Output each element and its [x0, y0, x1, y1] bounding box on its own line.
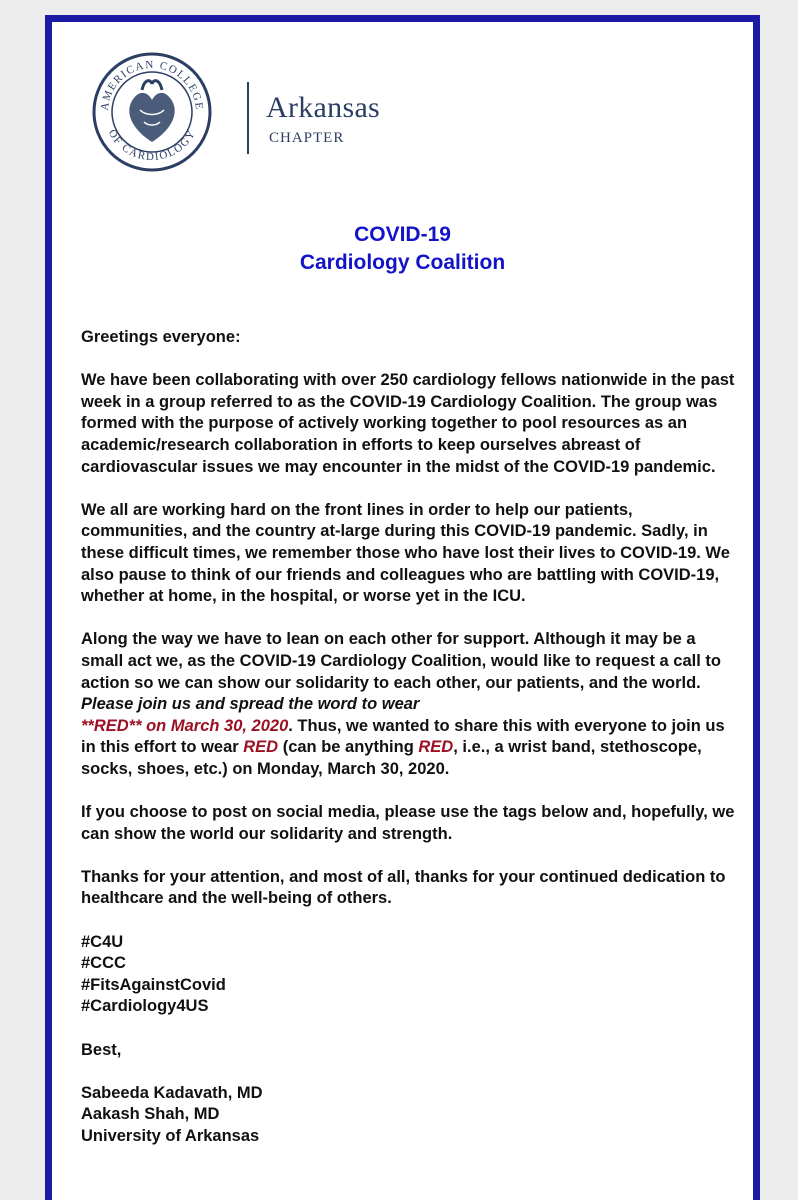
p3-text-c: (can be anything — [278, 738, 419, 757]
closing: Best, — [81, 1040, 122, 1059]
hashtag: #Cardiology4US — [81, 997, 209, 1016]
logo-name: Arkansas — [266, 91, 381, 124]
title-line-1: COVID-19 — [354, 223, 451, 246]
paragraph-4: If you choose to post on social media, please use the tags below and, hopefully, we can show the world our solidarity and strength. — [81, 803, 735, 843]
signature-name: Aakash Shah, MD — [81, 1105, 220, 1124]
paragraph-1: We have been collaborating with over 250 cardiology fellows nationwide in the past week in a group referred to as the COVID-19 Cardiology Coalition. The group was formed with the purpose of actively working together to pool resources as an academic/research collaboration in efforts to keep ourselves abreast of cardiovascular issues we may encounter in the midst of the COVID-19 pandemic. — [81, 371, 735, 476]
letter-body — [81, 327, 741, 1169]
seal-text-bottom: OF CARDIOLOGY — [105, 127, 199, 164]
hashtag-list — [81, 932, 741, 1018]
title-line-2: Cardiology Coalition — [299, 251, 506, 274]
p3-italic: Please join us and spread the word to wear — [81, 695, 420, 714]
acc-seal-icon — [90, 50, 215, 175]
paragraph-2: We all are working hard on the front lines in order to help our patients, communities, and the country at-large during this COVID-19 pandemic. Sadly, in these difficult times, we remember those who have lost their lives to COVID-19. We also pause to think of our friends and colleagues who are battling with COVID-19, whether at home, in the hospital, or worse yet in the ICU. — [81, 500, 730, 606]
p3-text-a: Along the way we have to lean on each other for support. Although it may be a small act we, as the COVID-19 Cardiology Coalition, would like to request a call to action so we can show our solidarity to each other, our patients, and the world. — [81, 630, 721, 692]
letter-frame — [45, 15, 760, 1200]
p3-red-date: **RED** on March 30, 2020 — [81, 716, 289, 735]
paragraph-5: Thanks for your attention, and most of all, thanks for your continued dedication to healthcare and the well-being of others. — [81, 867, 726, 908]
signature-block — [81, 1083, 741, 1148]
p3-red-word-1: RED — [243, 738, 279, 757]
seal-text-top: AMERICAN COLLEGE — [98, 58, 206, 112]
p3-text-b: . Thus, we wanted to share this with everyone to join us in this effort to wear — [81, 716, 725, 757]
signature-name: Sabeeda Kadavath, MD — [81, 1083, 263, 1102]
logo-subtitle: CHAPTER — [269, 130, 345, 146]
paragraph-3 — [81, 629, 741, 780]
p3-red-word-2: RED — [418, 738, 454, 757]
p3-text-d: , i.e., a wrist band, stethoscope, socks, shoes, etc.) on Monday, March 30, 2020. — [81, 738, 702, 778]
letter-title — [52, 221, 753, 277]
hashtag: #C4U — [81, 932, 124, 951]
hashtag: #CCC — [81, 954, 126, 973]
acc-arkansas-logo — [90, 50, 420, 175]
greeting: Greetings everyone: — [81, 328, 241, 346]
logo-divider — [247, 82, 249, 154]
signature-affiliation: University of Arkansas — [81, 1126, 260, 1145]
hashtag: #FitsAgainstCovid — [81, 975, 226, 994]
